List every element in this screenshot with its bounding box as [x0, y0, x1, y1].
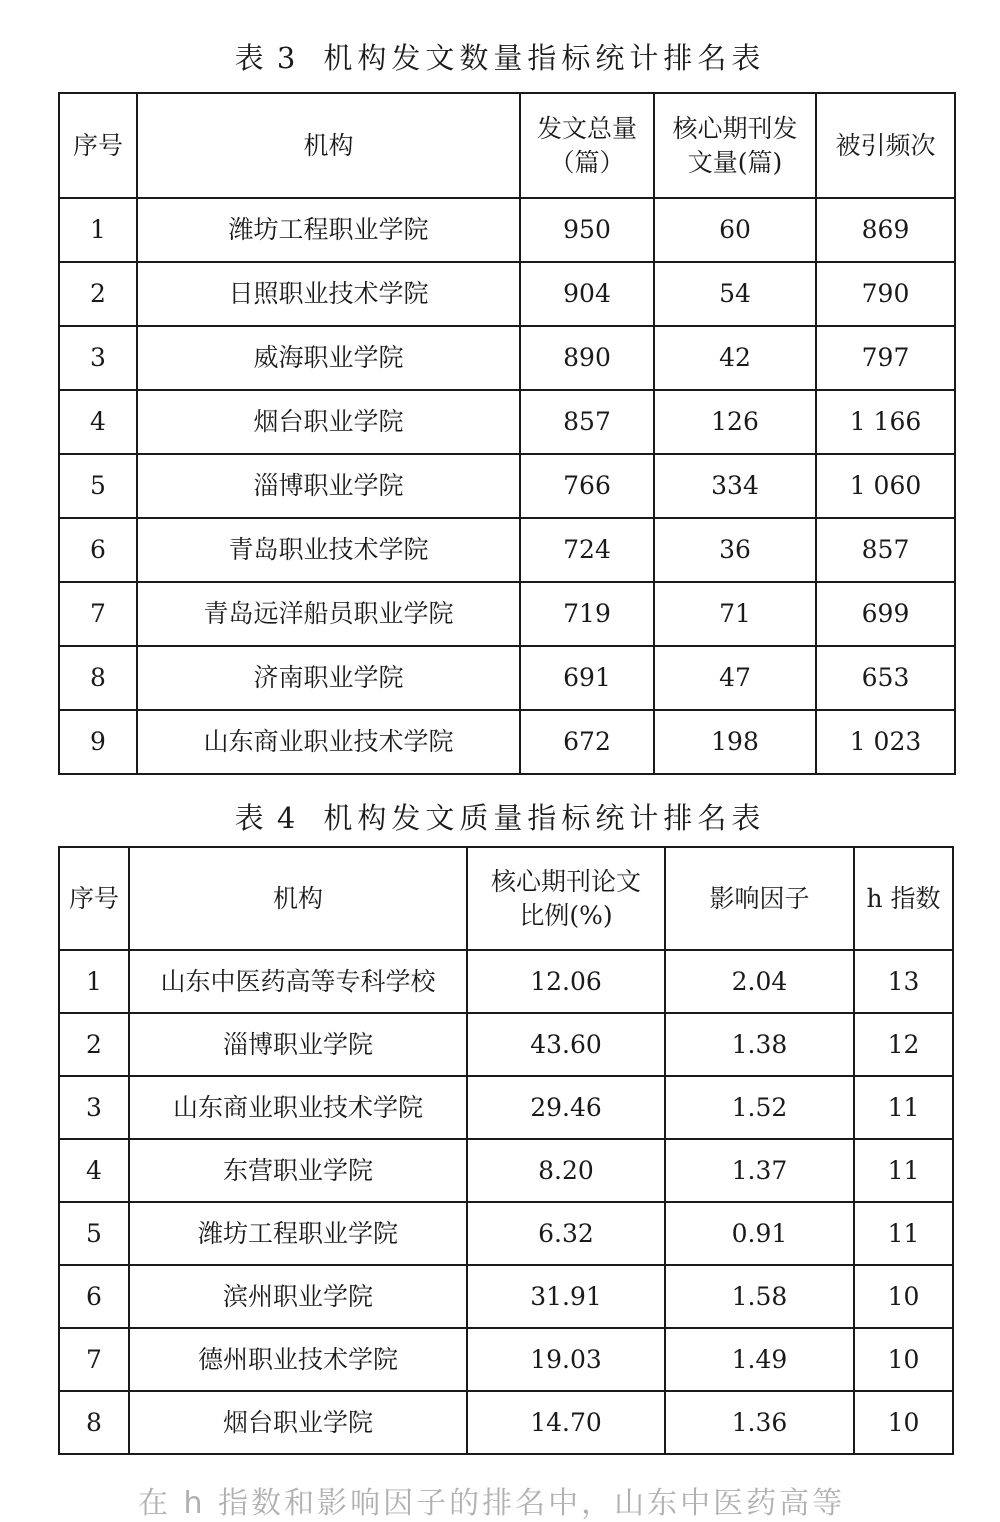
- table4-header-text: 比例(%): [519, 900, 613, 930]
- table-cell: 1.36: [665, 1391, 854, 1454]
- table-cell: 8: [59, 1391, 129, 1454]
- table-row: [59, 646, 955, 710]
- table3-caption: [0, 36, 1000, 77]
- table-cell: 29.46: [467, 1076, 665, 1139]
- table-cell: 11: [854, 1202, 953, 1265]
- table-cell: 950: [520, 198, 654, 262]
- table-cell: 11: [854, 1139, 953, 1202]
- table-cell: 198: [654, 710, 816, 774]
- table4-header-text: 序号: [68, 883, 119, 913]
- table-cell: 8: [59, 646, 137, 710]
- table-cell: 烟台职业学院: [129, 1391, 467, 1454]
- table-row: [59, 1139, 953, 1202]
- table-cell: 东营职业学院: [129, 1139, 467, 1202]
- table-cell: 烟台职业学院: [137, 390, 520, 454]
- table-cell: 691: [520, 646, 654, 710]
- table3-header-text: 被引频次: [835, 130, 936, 160]
- table-cell: 2: [59, 262, 137, 326]
- table-row: [59, 1265, 953, 1328]
- table-cell: 7: [59, 1328, 129, 1391]
- table3-header-text: 文量(篇): [687, 147, 783, 177]
- table4-header-cell: [665, 847, 854, 950]
- table4-header-cell: [854, 847, 953, 950]
- table-cell: 1 060: [816, 454, 955, 518]
- table4-header-cell: [59, 847, 129, 950]
- table-cell: 8.20: [467, 1139, 665, 1202]
- table-cell: 1.49: [665, 1328, 854, 1391]
- table-cell: 6: [59, 518, 137, 582]
- table3-header-cell: [137, 93, 520, 198]
- table4-header-text: 核心期刊论文: [490, 866, 641, 896]
- table-cell: 6.32: [467, 1202, 665, 1265]
- table3-caption-number: 表 3: [234, 41, 298, 75]
- table-cell: 6: [59, 1265, 129, 1328]
- table-row: [59, 518, 955, 582]
- table-row: [59, 454, 955, 518]
- table-cell: 699: [816, 582, 955, 646]
- table3: [58, 92, 956, 775]
- table3-header-text: （篇）: [549, 147, 625, 177]
- table-cell: 10: [854, 1328, 953, 1391]
- table3-header-text: 核心期刊发: [672, 113, 798, 143]
- table-cell: 904: [520, 262, 654, 326]
- table-cell: 2: [59, 1013, 129, 1076]
- table-cell: 857: [816, 518, 955, 582]
- table-cell: 1.52: [665, 1076, 854, 1139]
- table-cell: 威海职业学院: [137, 326, 520, 390]
- table-cell: 47: [654, 646, 816, 710]
- table-cell: 126: [654, 390, 816, 454]
- table-cell: 青岛远洋船员职业学院: [137, 582, 520, 646]
- table-row: [59, 198, 955, 262]
- table4: [58, 846, 954, 1455]
- table-cell: 1.37: [665, 1139, 854, 1202]
- table-cell: 11: [854, 1076, 953, 1139]
- table-row: [59, 950, 953, 1013]
- table-cell: 19.03: [467, 1328, 665, 1391]
- table-cell: 12.06: [467, 950, 665, 1013]
- table-cell: 日照职业技术学院: [137, 262, 520, 326]
- table-cell: 5: [59, 1202, 129, 1265]
- table-row: [59, 390, 955, 454]
- table-cell: 653: [816, 646, 955, 710]
- table-cell: 淄博职业学院: [129, 1013, 467, 1076]
- table3-header-cell: [654, 93, 816, 198]
- table-cell: 济南职业学院: [137, 646, 520, 710]
- table-cell: 1 166: [816, 390, 955, 454]
- table4-header-row: [59, 847, 953, 950]
- table-cell: 3: [59, 326, 137, 390]
- table4-caption-title: 机构发文质量指标统计排名表: [323, 801, 766, 835]
- table-cell: 9: [59, 710, 137, 774]
- table3-header-row: [59, 93, 955, 198]
- table4-header-cell: [129, 847, 467, 950]
- table-cell: 淄博职业学院: [137, 454, 520, 518]
- table-cell: 71: [654, 582, 816, 646]
- table-row: [59, 262, 955, 326]
- table-cell: 5: [59, 454, 137, 518]
- table-row: [59, 1202, 953, 1265]
- table3-header-text: 发文总量: [536, 113, 637, 143]
- table-cell: 10: [854, 1265, 953, 1328]
- table4-caption-number: 表 4: [234, 801, 298, 835]
- table-cell: 36: [654, 518, 816, 582]
- table-cell: 857: [520, 390, 654, 454]
- table-cell: 1 023: [816, 710, 955, 774]
- table3-header-text: 序号: [72, 130, 123, 160]
- table-cell: 42: [654, 326, 816, 390]
- table3-header-cell: [816, 93, 955, 198]
- table-cell: 890: [520, 326, 654, 390]
- table-row: [59, 1076, 953, 1139]
- table-cell: 滨州职业学院: [129, 1265, 467, 1328]
- table-cell: 山东商业职业技术学院: [137, 710, 520, 774]
- table-cell: 山东中医药高等专科学校: [129, 950, 467, 1013]
- table-cell: 1.38: [665, 1013, 854, 1076]
- table-cell: 青岛职业技术学院: [137, 518, 520, 582]
- table-cell: 2.04: [665, 950, 854, 1013]
- table4-header-text: h 指数: [866, 883, 941, 913]
- table-cell: 14.70: [467, 1391, 665, 1454]
- continuation-text: 在 h 指数和影响因子的排名中，山东中医药高等: [138, 1486, 846, 1521]
- table-cell: 12: [854, 1013, 953, 1076]
- table-cell: 7: [59, 582, 137, 646]
- table-cell: 0.91: [665, 1202, 854, 1265]
- table-cell: 潍坊工程职业学院: [137, 198, 520, 262]
- table-cell: 1.58: [665, 1265, 854, 1328]
- table-cell: 1: [59, 198, 137, 262]
- table-row: [59, 710, 955, 774]
- table-cell: 3: [59, 1076, 129, 1139]
- table-cell: 54: [654, 262, 816, 326]
- table4-header-cell: [467, 847, 665, 950]
- table-cell: 724: [520, 518, 654, 582]
- table-cell: 4: [59, 1139, 129, 1202]
- table-row: [59, 1328, 953, 1391]
- table-cell: 334: [654, 454, 816, 518]
- table4-caption: [0, 796, 1000, 837]
- table4-header-text: 机构: [272, 883, 323, 913]
- table-cell: 672: [520, 710, 654, 774]
- table3-header-text: 机构: [303, 130, 354, 160]
- table-cell: 31.91: [467, 1265, 665, 1328]
- table-cell: 869: [816, 198, 955, 262]
- table-cell: 德州职业技术学院: [129, 1328, 467, 1391]
- table-cell: 山东商业职业技术学院: [129, 1076, 467, 1139]
- table-cell: 43.60: [467, 1013, 665, 1076]
- table-row: [59, 1013, 953, 1076]
- table-cell: 790: [816, 262, 955, 326]
- table-cell: 10: [854, 1391, 953, 1454]
- table-row: [59, 326, 955, 390]
- table-cell: 60: [654, 198, 816, 262]
- table-cell: 4: [59, 390, 137, 454]
- table-cell: 719: [520, 582, 654, 646]
- table3-header-cell: [59, 93, 137, 198]
- table-cell: 1: [59, 950, 129, 1013]
- table-cell: 13: [854, 950, 953, 1013]
- table3-header-cell: [520, 93, 654, 198]
- table-cell: 潍坊工程职业学院: [129, 1202, 467, 1265]
- table-row: [59, 1391, 953, 1454]
- table-row: [59, 582, 955, 646]
- table-cell: 797: [816, 326, 955, 390]
- table-cell: 766: [520, 454, 654, 518]
- table4-header-text: 影响因子: [709, 883, 810, 913]
- table3-caption-title: 机构发文数量指标统计排名表: [323, 41, 766, 75]
